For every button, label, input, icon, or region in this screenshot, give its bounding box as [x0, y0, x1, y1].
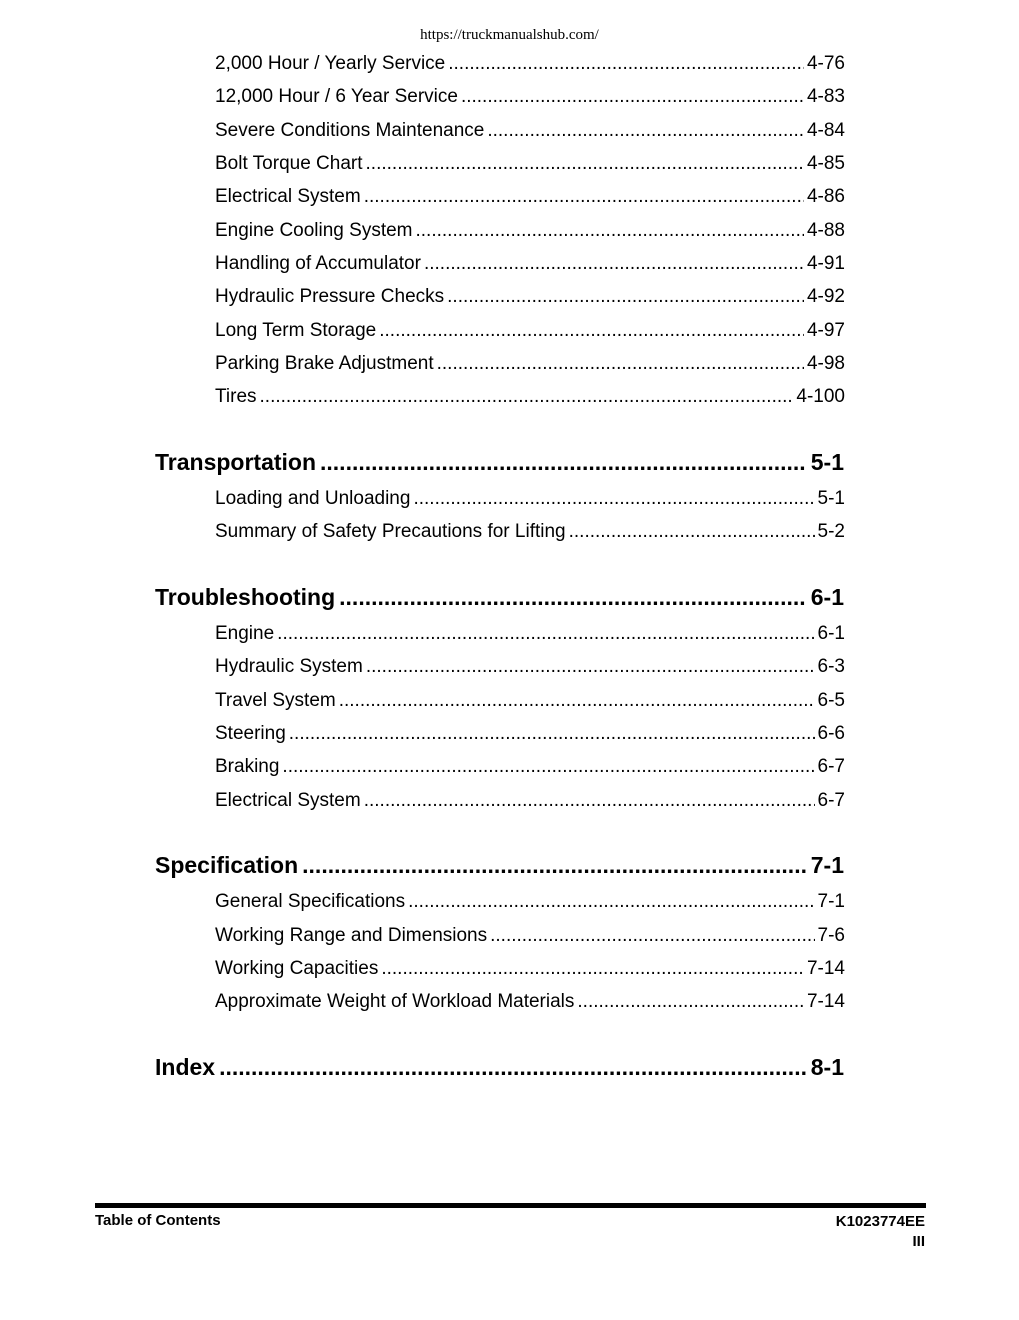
toc-section-troubleshooting[interactable] [155, 584, 844, 610]
toc-entry-page: 4-84 [806, 120, 845, 141]
toc-entry-page: 4-83 [806, 86, 845, 107]
toc-entry-page: 6-7 [817, 756, 845, 777]
dot-leader [339, 690, 815, 712]
toc-entry[interactable] [215, 756, 845, 778]
toc-entry-page: 4-98 [806, 353, 845, 374]
dot-leader [219, 1054, 807, 1080]
dot-leader [569, 521, 815, 543]
footer-right [836, 1212, 925, 1252]
toc-entry[interactable] [215, 53, 845, 75]
toc-entry[interactable] [215, 186, 845, 208]
dot-leader [320, 449, 807, 475]
source-url[interactable]: https://truckmanualshub.com/ [420, 27, 599, 43]
toc-entry[interactable] [215, 253, 845, 275]
dot-leader [424, 253, 804, 275]
toc-entry[interactable] [215, 723, 845, 745]
toc-section-page: 7-1 [810, 852, 844, 878]
toc-entry-page: 4-88 [806, 220, 845, 241]
toc-entry-page: 4-97 [806, 320, 845, 341]
toc-entry-title: 12,000 Hour / 6 Year Service [215, 86, 458, 107]
toc-entry[interactable] [215, 386, 845, 408]
toc-section-page: 8-1 [810, 1054, 844, 1080]
toc-entry[interactable] [215, 925, 845, 947]
dot-leader [364, 186, 804, 208]
dot-leader [366, 656, 815, 678]
toc-entry-page: 7-14 [806, 958, 845, 979]
dot-leader [416, 220, 804, 242]
toc-entry-page: 6-5 [817, 690, 845, 711]
toc-entry-title: Steering [215, 723, 286, 744]
toc-entry[interactable] [215, 86, 845, 108]
toc-entry-title: Parking Brake Adjustment [215, 353, 434, 374]
toc-entry-title: Severe Conditions Maintenance [215, 120, 485, 141]
toc-entry[interactable] [215, 656, 845, 678]
toc-entry-title: Braking [215, 756, 280, 777]
dot-leader [366, 153, 804, 175]
toc-entry-page: 4-100 [796, 386, 845, 407]
toc-entry[interactable] [215, 488, 845, 510]
dot-leader [487, 120, 804, 142]
dot-leader [260, 386, 794, 408]
toc-entry-title: Long Term Storage [215, 320, 377, 341]
dot-leader [447, 286, 804, 308]
toc-section-title: Specification [155, 852, 299, 878]
toc-section-page: 6-1 [810, 584, 844, 610]
toc-section-specification[interactable] [155, 852, 844, 878]
dot-leader [461, 86, 804, 108]
toc-entry[interactable] [215, 991, 845, 1013]
toc-entry-title: Hydraulic Pressure Checks [215, 286, 445, 307]
toc-entry[interactable] [215, 958, 845, 980]
toc-entry-page: 4-91 [806, 253, 845, 274]
toc-entry-page: 7-6 [817, 925, 845, 946]
toc-entry[interactable] [215, 286, 845, 308]
toc-entry-page: 4-85 [806, 153, 845, 174]
toc-entry[interactable] [215, 153, 845, 175]
toc-entry[interactable] [215, 521, 845, 543]
dot-leader [277, 623, 814, 645]
toc-entry[interactable] [215, 790, 845, 812]
toc-entry-title: Hydraulic System [215, 656, 363, 677]
document-number: K1023774EE [835, 1213, 925, 1230]
toc-entry-page: 4-86 [806, 186, 845, 207]
toc-entry-title: Tires [215, 386, 257, 407]
page-number: III [912, 1233, 925, 1250]
footer-rule [95, 1203, 926, 1208]
toc-entry-page: 6-7 [817, 790, 845, 811]
toc-entry-title: Electrical System [215, 186, 361, 207]
toc-section-title: Index [155, 1054, 216, 1080]
toc-entry-page: 4-92 [806, 286, 845, 307]
toc-entry-title: Travel System [215, 690, 336, 711]
toc-entry-title: Handling of Accumulator [215, 253, 421, 274]
toc-entry[interactable] [215, 353, 845, 375]
toc-entry-title: Engine [215, 623, 275, 644]
dot-leader [339, 584, 807, 610]
toc-entry-page: 6-6 [817, 723, 845, 744]
toc-entry[interactable] [215, 891, 845, 913]
toc-entry-title: 2,000 Hour / Yearly Service [215, 53, 446, 74]
toc-entry-title: General Specifications [215, 891, 406, 912]
toc-entry[interactable] [215, 690, 845, 712]
toc-entry[interactable] [215, 120, 845, 142]
toc-entry-title: Working Capacities [215, 958, 379, 979]
toc-entry-title: Summary of Safety Precautions for Lifting [215, 521, 566, 542]
toc-section-title: Troubleshooting [155, 584, 336, 610]
dot-leader [437, 353, 804, 375]
toc-entry-page: 7-1 [817, 891, 845, 912]
toc-entry-title: Bolt Torque Chart [215, 153, 363, 174]
dot-leader [379, 320, 804, 342]
toc-entry-page: 4-76 [806, 53, 845, 74]
dot-leader [282, 756, 814, 778]
toc-entry-title: Approximate Weight of Workload Materials [215, 991, 575, 1012]
dot-leader [413, 488, 814, 510]
dot-leader [381, 958, 804, 980]
toc-entry-page: 5-1 [817, 488, 845, 509]
toc-section-transportation[interactable] [155, 449, 844, 475]
toc-entry-title: Engine Cooling System [215, 220, 413, 241]
dot-leader [408, 891, 814, 913]
toc-entry-page: 6-1 [817, 623, 845, 644]
toc-entry-page: 7-14 [806, 991, 845, 1012]
toc-section-index[interactable] [155, 1054, 844, 1080]
toc-entry-title: Working Range and Dimensions [215, 925, 488, 946]
dot-leader [302, 852, 807, 878]
toc-entry-page: 5-2 [817, 521, 845, 542]
dot-leader [577, 991, 804, 1013]
dot-leader [448, 53, 804, 75]
toc-entry[interactable] [215, 320, 845, 342]
toc-entry-title: Electrical System [215, 790, 361, 811]
toc-entry[interactable] [215, 220, 845, 242]
toc-section-title: Transportation [155, 449, 317, 475]
footer-section-name: Table of Contents [95, 1212, 221, 1229]
toc-entry-title: Loading and Unloading [215, 488, 411, 509]
dot-leader [364, 790, 815, 812]
toc-entry-page: 6-3 [817, 656, 845, 677]
dot-leader [490, 925, 814, 947]
dot-leader [289, 723, 815, 745]
toc-section-page: 5-1 [810, 449, 844, 475]
toc-entry[interactable] [215, 623, 845, 645]
